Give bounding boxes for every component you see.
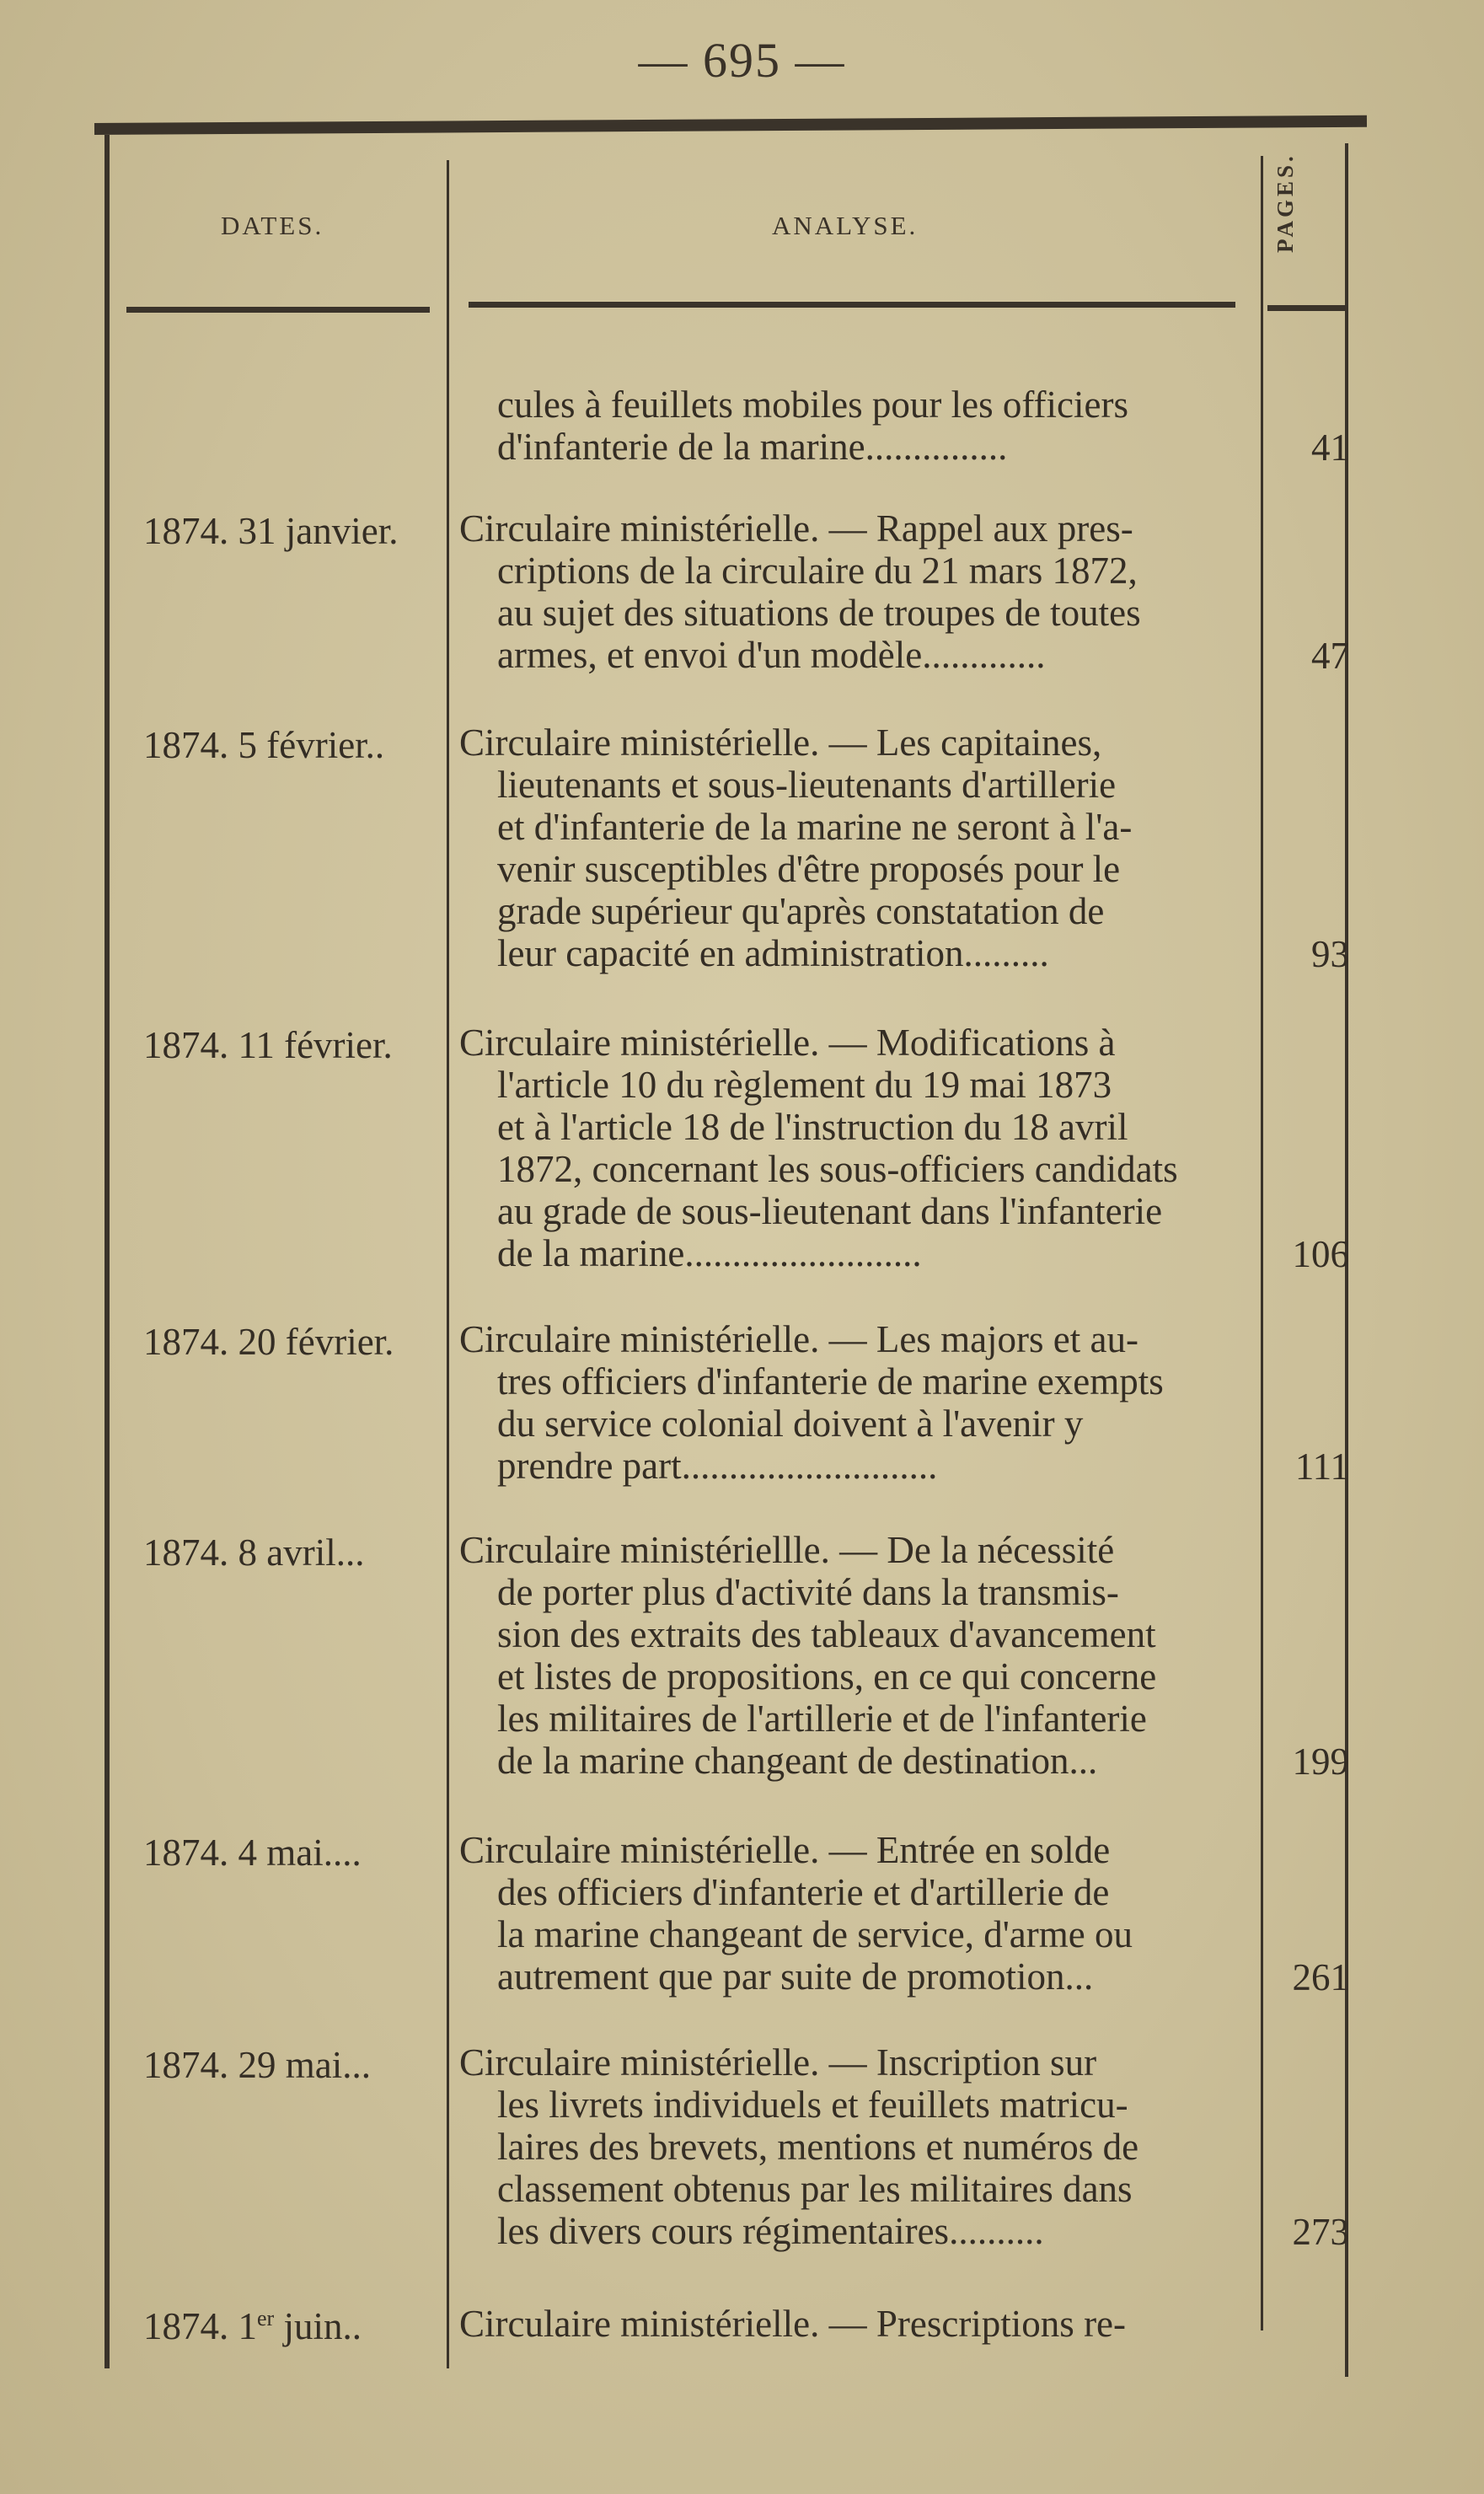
dates-header: DATES. [221,211,324,240]
entry-line: la marine changeant de service, d'arme ou [497,1913,1133,1955]
entry-line: criptions de la circulaire du 21 mars 1872, [497,550,1138,592]
pages-header-rule [1267,305,1345,311]
entry-date: 1874. 1er juin.. [143,2305,362,2347]
entry-page: 111 [1294,1445,1349,1488]
entry-date: 1874. 20 février. [143,1321,394,1363]
entry-line: Circulaire ministérielle. — Les capitaines, [459,721,1102,764]
entry-line: de porter plus d'activité dans la transmis- [497,1571,1119,1613]
entry-line: Circulaire ministérielle. — Inscription sur [459,2041,1097,2084]
pages-column-divider-left [1261,156,1263,2330]
entry-line: Circulaire ministériellle. — De la nécessité [459,1529,1115,1571]
analyse-header: ANALYSE. [772,211,919,240]
entry-date: 1874. 5 février.. [143,724,385,766]
entry-line: au sujet des situations de troupes de toutes [497,592,1141,634]
entry-line: prendre part........................... [497,1445,938,1487]
dates-header-rule [126,307,430,313]
entry-line: de la marine......................... [497,1232,922,1274]
entry-line: classement obtenus par les militaires dans [497,2168,1133,2210]
entry-line: autrement que par suite de promotion... [497,1955,1094,1998]
entry-line: Circulaire ministérielle. — Entrée en solde [459,1829,1111,1871]
left-border [104,135,110,2368]
entry-page: 41 [1311,426,1349,469]
entry-page: 199 [1292,1740,1349,1783]
entry-line: d'infanterie de la marine............... [497,426,1008,468]
entry-line: au grade de sous-lieutenant dans l'infanterie [497,1190,1163,1232]
entry-line: Circulaire ministérielle. — Modifications à [459,1022,1116,1064]
entry-line: du service colonial doivent à l'avenir y [497,1403,1084,1445]
entry-line: sion des extraits des tableaux d'avancement [497,1613,1156,1655]
entry-date: 1874. 11 février. [143,1024,393,1066]
entry-line: l'article 10 du règlement du 19 mai 1873 [497,1064,1112,1106]
entry-date: 1874. 4 mai.... [143,1832,362,1874]
entry-line: venir susceptibles d'être proposés pour le [497,848,1121,890]
entry-date: 1874. 8 avril... [143,1531,365,1574]
entry-line: et d'infanterie de la marine ne seront à l'a- [497,806,1133,848]
entry-line: armes, et envoi d'un modèle............. [497,634,1046,676]
entry-line: lieutenants et sous-lieutenants d'artillerie [497,764,1117,806]
entry-line: grade supérieur qu'après constatation de [497,890,1105,932]
entry-page: 106 [1292,1233,1349,1275]
entry-line: de la marine changeant de destination... [497,1740,1098,1782]
entry-line: Circulaire ministérielle. — Prescriptions re- [459,2303,1127,2345]
entry-line: les divers cours régimentaires.......... [497,2210,1044,2252]
entry-line: Circulaire ministérielle. — Rappel aux pres- [459,507,1133,550]
entry-line: laires des brevets, mentions et numéros de [497,2126,1139,2168]
page-number: — 695 — [638,33,846,88]
entry-line: 1872, concernant les sous-officiers candidats [497,1148,1178,1190]
entry-page: 261 [1292,1956,1349,1998]
entry-date: 1874. 31 janvier. [143,510,399,552]
entry-line: cules à feuillets mobiles pour les officiers [497,383,1128,426]
entry-line: tres officiers d'infanterie de marine exempts [497,1360,1164,1403]
entry-line: et listes de propositions, en ce qui concerne [497,1655,1157,1698]
entry-page: 273 [1292,2211,1349,2253]
entry-page: 47 [1311,635,1349,677]
entry-line: des officiers d'infanterie et d'artillerie de [497,1871,1110,1913]
entry-line: les livrets individuels et feuillets matricu- [497,2084,1128,2126]
entry-line: et à l'article 18 de l'instruction du 18 avril [497,1106,1128,1148]
entry-line: Circulaire ministérielle. — Les majors et au- [459,1318,1138,1360]
entry-page: 93 [1311,933,1349,975]
top-rule [94,115,1367,135]
entry-line: les militaires de l'artillerie et de l'infanterie [497,1698,1147,1740]
entry-line: leur capacité en administration......... [497,932,1049,974]
entry-date: 1874. 29 mai... [143,2044,371,2086]
pages-header: PAGES. [1272,153,1298,253]
analyse-header-rule [469,302,1235,308]
dates-column-divider [447,160,449,2368]
